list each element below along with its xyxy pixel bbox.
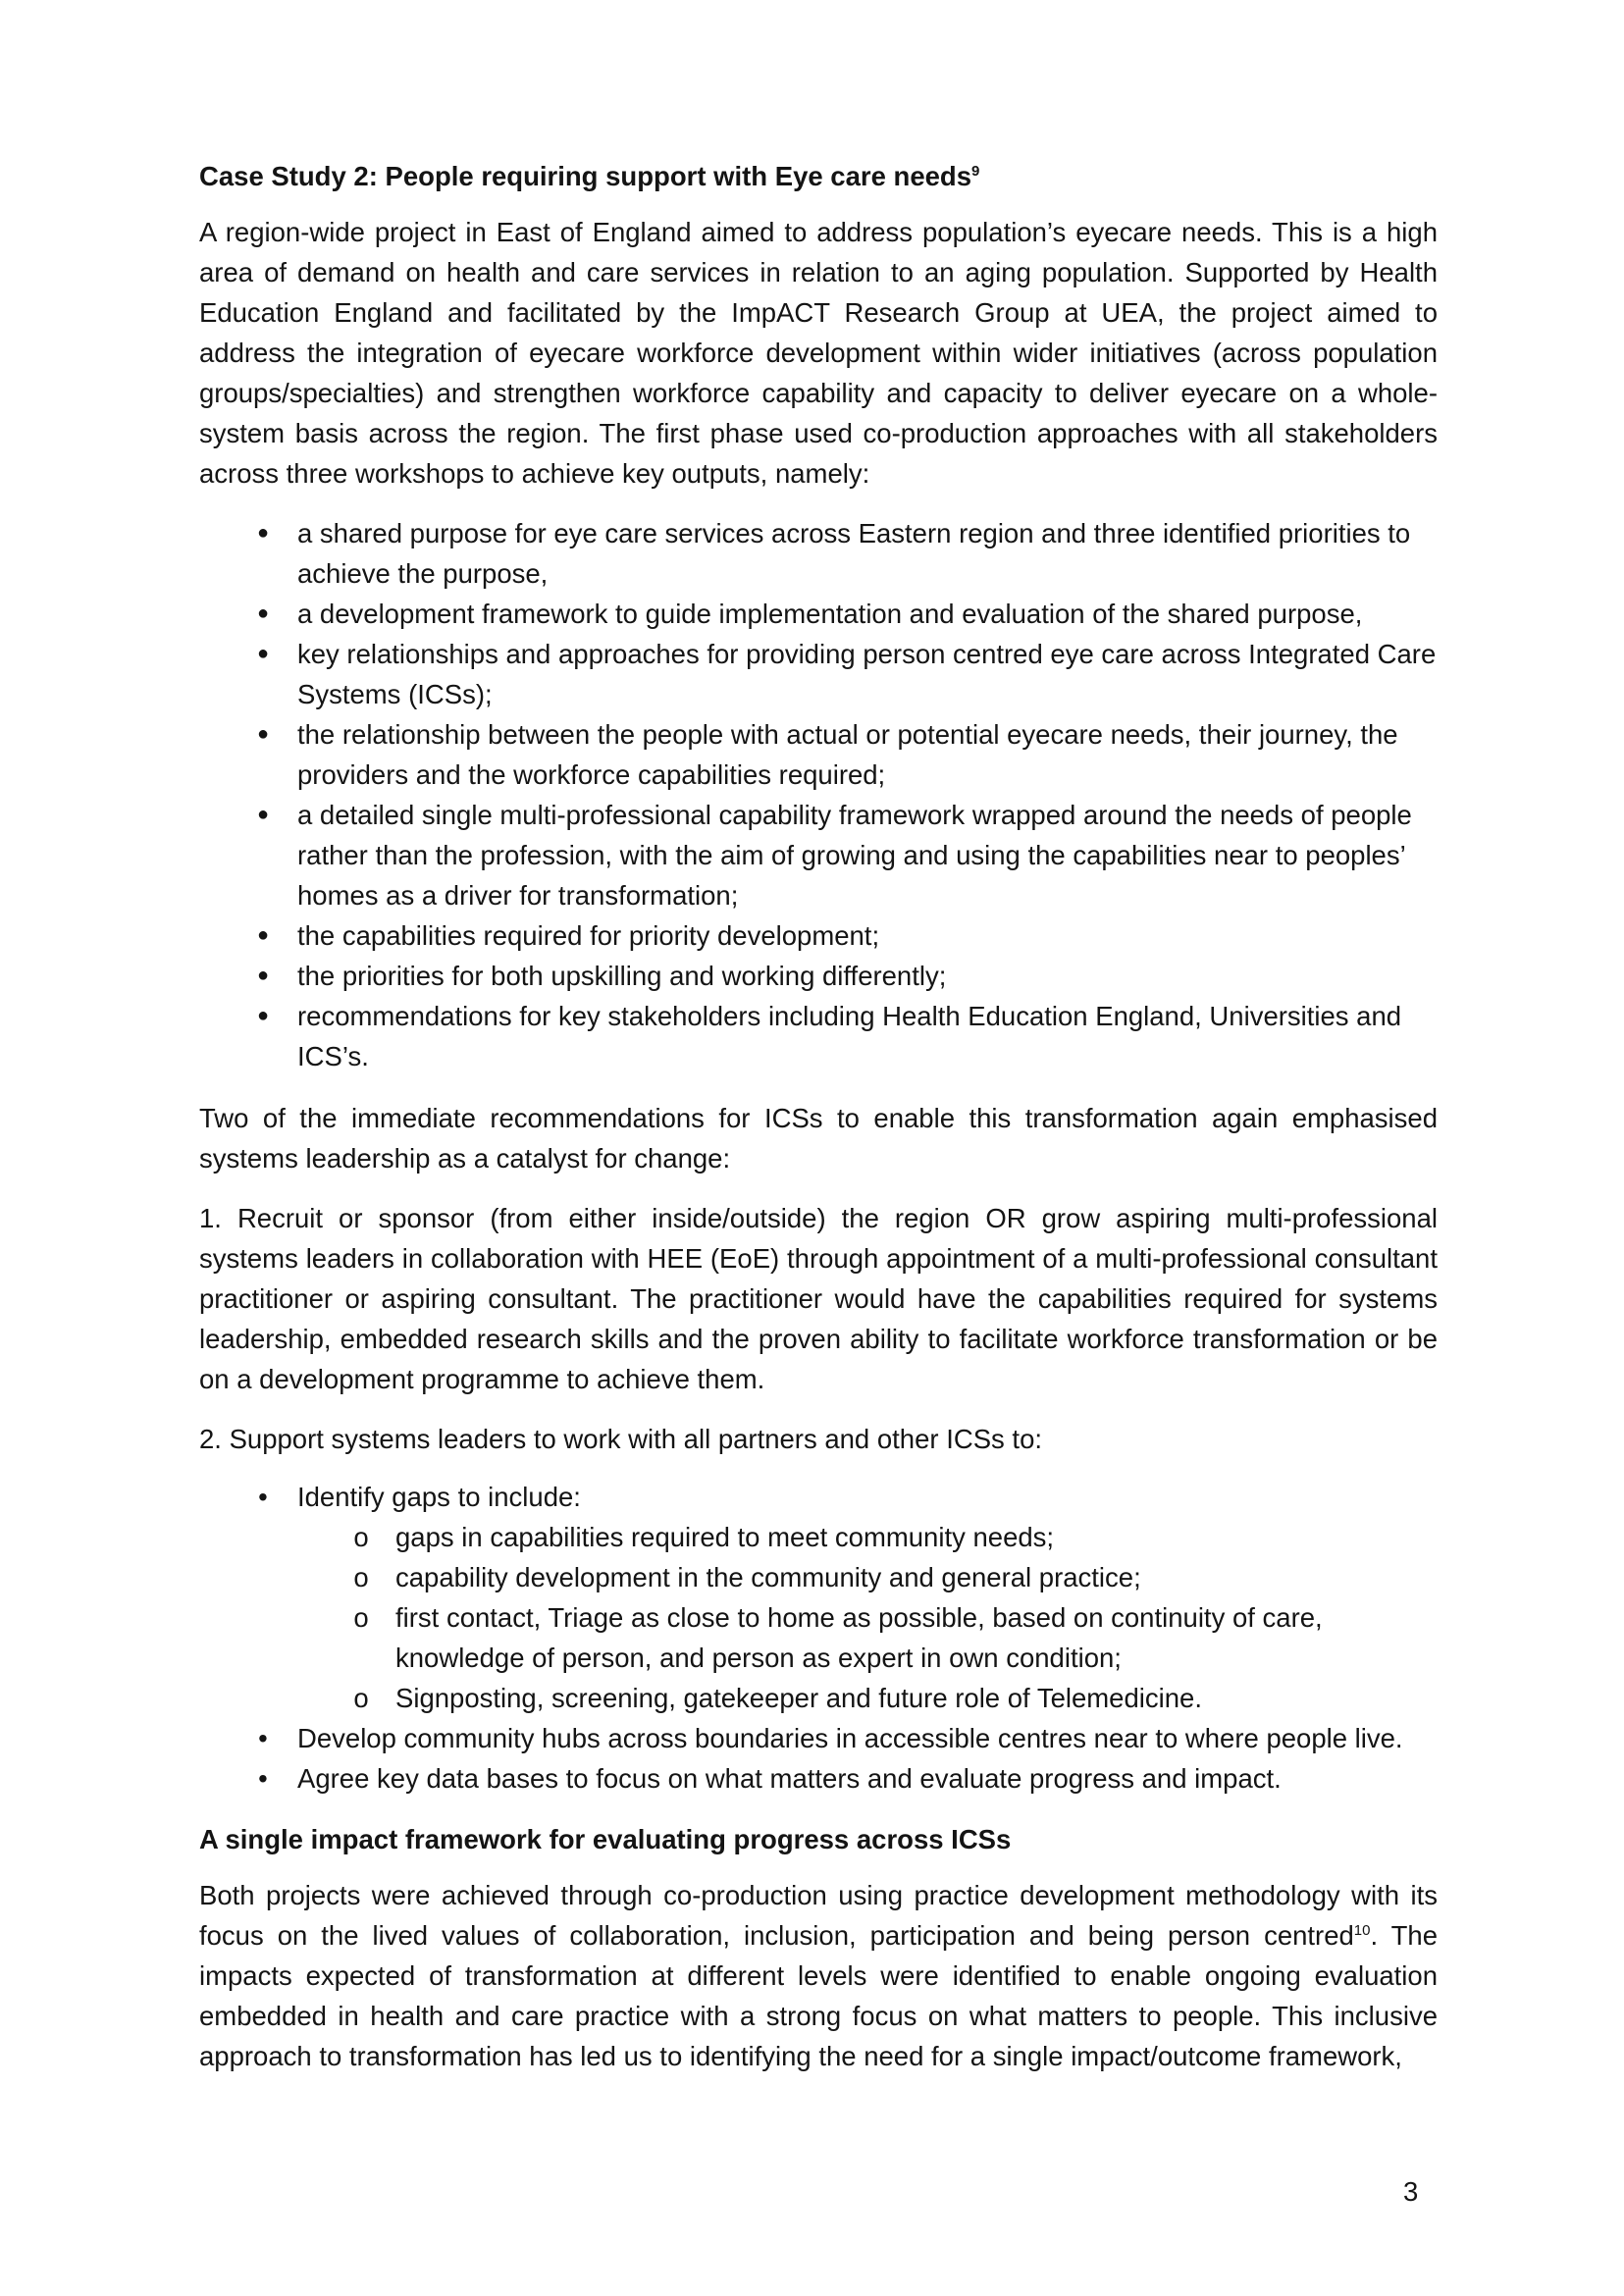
list-item-text: Develop community hubs across boundaries in accessible centres near to where people live. — [297, 1723, 1403, 1753]
impact-heading: A single impact framework for evaluating progress across ICSs — [199, 1824, 1012, 1854]
bullet-marker: • — [258, 1482, 268, 1512]
bullet-marker: ● — [256, 1005, 270, 1026]
bullet-marker: • — [258, 1723, 268, 1753]
case-study-heading-text: Case Study 2: People requiring support with Eye care needs — [199, 161, 972, 191]
impact-paragraph-part1: Both projects were achieved through co-production using practice development methodology with its focus on the lived values of collaboration, inclusion, participation and being person centred — [199, 1880, 1438, 1951]
list-item-text: Identify gaps to include: — [297, 1482, 581, 1512]
output-item — [199, 513, 1438, 594]
list-item-text: the priorities for both upskilling and working differently; — [297, 961, 947, 991]
impact-paragraph — [199, 1875, 1438, 2076]
bullet-marker: ● — [256, 924, 270, 946]
bullet-marker: o — [353, 1522, 369, 1552]
recommendation-item — [199, 1718, 1438, 1758]
bullet-marker: • — [258, 1763, 268, 1794]
sub-list-item — [199, 1597, 1438, 1678]
sub-list — [199, 1517, 1438, 1718]
bullet-marker: o — [353, 1683, 369, 1713]
page-content — [199, 157, 1438, 2096]
output-item — [199, 915, 1438, 956]
sub-list-item — [199, 1557, 1438, 1597]
list-item-text: first contact, Triage as close to home as possible, based on continuity of care, knowledge of person, and person as expert in own condition; — [395, 1602, 1323, 1673]
recommendation-item — [199, 1758, 1438, 1799]
bullet-marker: ● — [256, 643, 270, 664]
bullet-marker: ● — [256, 723, 270, 745]
list-item-text: Signposting, screening, gatekeeper and future role of Telemedicine. — [395, 1683, 1202, 1713]
recommendation-1: 1. Recruit or sponsor (from either inside/outside) the region OR grow aspiring multi-professional systems leaders in collaboration with HEE (EoE) through appointment of a multi-professional consultant practitioner or aspiring consultant. The practitioner would have the capabilities required for systems leadership, embedded research skills and the proven ability to facilitate workforce transformation or be on a development programme to achieve them. — [199, 1203, 1438, 1394]
bullet-marker: o — [353, 1602, 369, 1633]
list-item-text: the relationship between the people with actual or potential eyecare needs, their journey, the providers and the workforce capabilities required; — [297, 719, 1398, 790]
impact-paragraph-part2: . The impacts expected of transformation at different levels were identified to enable ongoing evaluation embedded in health and care practice with a strong focus on what matters to people. This inclusive approach to transformation has led us to identifying the need for a single impact/outcome framework, — [199, 1920, 1438, 2071]
footnote-ref-10[interactable]: 10 — [1353, 1921, 1371, 1939]
list-item-text: recommendations for key stakeholders including Health Education England, Universities and ICS’s. — [297, 1001, 1402, 1071]
list-item-text: key relationships and approaches for providing person centred eye care across Integrated Care Systems (ICSs); — [297, 639, 1437, 709]
output-item — [199, 996, 1438, 1076]
sub-list-item — [199, 1678, 1438, 1718]
output-item — [199, 714, 1438, 795]
output-item — [199, 956, 1438, 996]
recommendation-item — [199, 1477, 1438, 1517]
bullet-marker: o — [353, 1562, 369, 1592]
bullet-marker: ● — [256, 804, 270, 825]
list-item-text: capability development in the community and general practice; — [395, 1562, 1141, 1592]
recommendations-intro: Two of the immediate recommendations for ICSs to enable this transformation again emphasised systems leadership as a catalyst for change: — [199, 1103, 1438, 1174]
bullet-marker: ● — [256, 965, 270, 986]
output-item — [199, 634, 1438, 714]
list-item-text: a shared purpose for eye care services across Eastern region and three identified priorities to achieve the purpose, — [297, 518, 1411, 589]
case-study-heading — [199, 157, 1438, 196]
footnote-ref-9[interactable]: 9 — [971, 162, 980, 180]
sub-list-item — [199, 1517, 1438, 1557]
case-study-intro: A region-wide project in East of England aimed to address population’s eyecare needs. This is a high area of demand on health and care services in relation to an aging population. Supported by Health Education England and facilitated by the ImpACT Research Group at UEA, the project aimed to address the integration of eyecare workforce development within wider initiatives (across population groups/specialties) and strengthen workforce capability and capacity to deliver eyecare on a whole-system basis across the region. The first phase used co-production approaches with all stakeholders across three workshops to achieve key outputs, namely: — [199, 217, 1438, 489]
bullet-marker: ● — [256, 522, 270, 544]
output-item — [199, 594, 1438, 634]
list-item-text: a development framework to guide implementation and evaluation of the shared purpose, — [297, 599, 1363, 629]
bullet-marker: ● — [256, 602, 270, 624]
list-item-text: Agree key data bases to focus on what matters and evaluate progress and impact. — [297, 1763, 1282, 1794]
list-item-text: the capabilities required for priority development; — [297, 920, 880, 951]
recommendation-2-list — [199, 1477, 1438, 1799]
list-item-text: a detailed single multi-professional capability framework wrapped around the needs of people rather than the profession, with the aim of growing and using the capabilities near to peoples’ homes as a driver for transformation; — [297, 800, 1412, 911]
page-number: 3 — [1403, 2176, 1419, 2207]
list-item-text: gaps in capabilities required to meet community needs; — [395, 1522, 1055, 1552]
output-item — [199, 795, 1438, 915]
recommendation-2: 2. Support systems leaders to work with all partners and other ICSs to: — [199, 1424, 1042, 1454]
outputs-list — [199, 513, 1438, 1076]
